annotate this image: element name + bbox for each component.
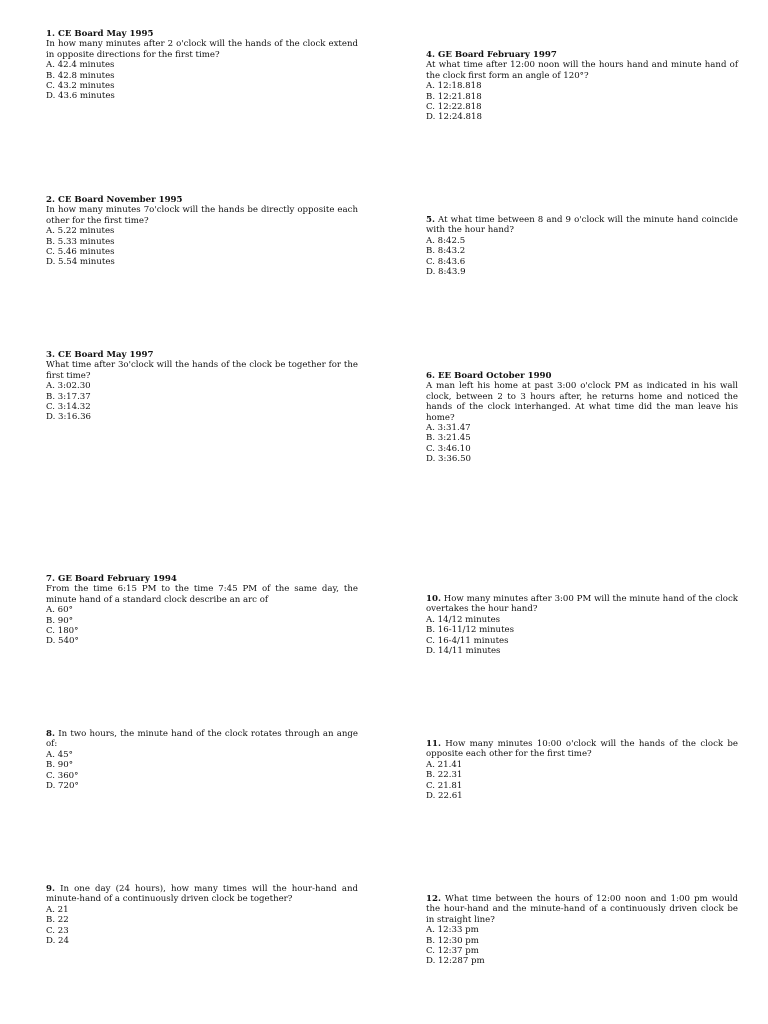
question-12-option-c: C. 12:37 pm <box>426 946 479 957</box>
question-8 <box>46 729 358 791</box>
question-6-option-a: A. 3:31.47 <box>426 423 471 434</box>
question-2-option-d: D. 5.54 minutes <box>46 257 115 268</box>
question-12-text: 12. What time between the hours of 12:00 noon and 1:00 pm would the hour-hand and the minute-hand of a continuously driven clock be in straight line? <box>426 894 739 925</box>
question-10-text: 10. How many minutes after 3:00 PM will the minute hand of the clock overtakes the hour hand? <box>426 594 738 615</box>
question-8-option-a: A. 45° <box>46 749 73 760</box>
question-2-option-b: B. 5.33 minutes <box>46 236 115 247</box>
question-9-option-c: C. 23 <box>46 925 69 936</box>
question-11-option-a: A. 21.41 <box>426 759 463 770</box>
question-3-option-c: C. 3:14.32 <box>46 402 91 413</box>
question-6-option-d: D. 3:36.50 <box>426 454 472 465</box>
question-10 <box>426 594 738 656</box>
question-1-option-a: A. 42.4 minutes <box>46 60 115 71</box>
question-9 <box>46 884 358 946</box>
question-2-text: In how many minutes 7o'clock will the hands be directly opposite each other for the first time? <box>46 205 358 226</box>
question-3-option-d: D. 3:16.36 <box>46 412 92 423</box>
question-12 <box>426 894 738 967</box>
question-6-option-b: B. 3:21.45 <box>426 433 471 444</box>
question-7-option-a: A. 60° <box>46 605 73 616</box>
question-6-text: A man left his home at past 3:00 o'clock PM as indicated in his wall clock, between 2 to 3 hours after, he returns home and noticed the hands of the clock interhanged. At what time did the man leave his home? <box>426 381 738 423</box>
question-10-option-a: A. 14/12 minutes <box>426 614 501 625</box>
question-8-text: 8. In two hours, the minute hand of the clock rotates through an ange of: <box>46 729 358 750</box>
question-11-text: 11. How many minutes 10:00 o'clock will the hands of the clock be opposite each other for the first time? <box>426 739 739 760</box>
question-5-option-b: B. 8:43.2 <box>426 246 466 257</box>
question-3-header: 3. CE Board May 1997 <box>46 350 154 360</box>
question-5-number: 5. <box>426 215 435 225</box>
question-5-text: 5. At what time between 8 and 9 o'clock will the minute hand coincide with the hour hand? <box>426 215 738 236</box>
question-6-header: 6. EE Board October 1990 <box>426 371 552 381</box>
question-1-option-b: B. 42.8 minutes <box>46 70 115 81</box>
question-7 <box>46 574 358 647</box>
question-4-text: At what time after 12:00 noon will the hours hand and minute hand of the clock first form an angle of 120°? <box>426 60 738 81</box>
question-8-option-c: C. 360° <box>46 770 79 781</box>
question-8-option-d: D. 720° <box>46 781 79 792</box>
question-9-option-a: A. 21 <box>46 904 69 915</box>
question-9-number: 9. <box>46 884 55 894</box>
question-3 <box>46 350 358 423</box>
question-11-number: 11. <box>426 739 441 749</box>
question-3-option-b: B. 3:17.37 <box>46 391 91 402</box>
question-1-header: 1. CE Board May 1995 <box>46 29 154 39</box>
question-4-option-b: B. 12:21.818 <box>426 91 482 102</box>
question-1-option-c: C. 43.2 minutes <box>46 81 115 92</box>
question-7-option-b: B. 90° <box>46 615 74 626</box>
question-2-header: 2. CE Board November 1995 <box>46 195 183 205</box>
question-9-option-b: B. 22 <box>46 915 69 926</box>
question-1-option-d: D. 43.6 minutes <box>46 91 115 102</box>
question-4-header: 4. GE Board February 1997 <box>426 50 557 60</box>
question-11-option-d: D. 22.61 <box>426 791 463 802</box>
question-5-option-a: A. 8:42.5 <box>426 235 466 246</box>
question-10-option-b: B. 16-11/12 minutes <box>426 625 515 636</box>
question-7-option-d: D. 540° <box>46 636 79 647</box>
question-4 <box>426 50 738 123</box>
question-9-text: 9. In one day (24 hours), how many times will the hour-hand and minute-hand of a continuously driven clock be together? <box>46 884 358 905</box>
question-8-option-b: B. 90° <box>46 760 74 771</box>
question-12-option-b: B. 12:30 pm <box>426 935 479 946</box>
question-4-option-d: D. 12:24.818 <box>426 112 482 123</box>
question-4-option-c: C. 12:22.818 <box>426 102 482 113</box>
question-5 <box>426 215 738 277</box>
question-10-option-d: D. 14/11 minutes <box>426 646 501 657</box>
question-3-text: What time after 3o'clock will the hands of the clock be together for the first time? <box>46 360 358 381</box>
question-2-option-c: C. 5.46 minutes <box>46 247 115 258</box>
question-2-option-a: A. 5.22 minutes <box>46 226 115 237</box>
question-11-option-c: C. 21.81 <box>426 780 463 791</box>
question-6 <box>426 371 738 465</box>
question-6-option-c: C. 3:46.10 <box>426 443 471 454</box>
question-11 <box>426 739 738 801</box>
question-2 <box>46 195 358 268</box>
question-10-number: 10. <box>426 594 441 604</box>
question-12-option-a: A. 12:33 pm <box>426 925 479 936</box>
question-7-option-c: C. 180° <box>46 626 79 637</box>
question-7-header: 7. GE Board February 1994 <box>46 574 177 584</box>
question-1-text: In how many minutes after 2 o'clock will the hands of the clock extend in opposite directions for the first time? <box>46 39 358 60</box>
question-12-option-d: D. 12:287 pm <box>426 956 485 967</box>
question-5-option-c: C. 8:43.6 <box>426 256 466 267</box>
question-12-number: 12. <box>426 894 441 904</box>
question-3-option-a: A. 3:02.30 <box>46 381 91 392</box>
question-8-number: 8. <box>46 729 55 739</box>
question-10-option-c: C. 16-4/11 minutes <box>426 635 509 646</box>
question-7-text: From the time 6:15 PM to the time 7:45 PM of the same day, the minute hand of a standard clock describe an arc of <box>46 584 358 605</box>
question-5-option-d: D. 8:43.9 <box>426 267 466 278</box>
question-1 <box>46 29 358 102</box>
question-4-option-a: A. 12:18.818 <box>426 81 482 92</box>
question-9-option-d: D. 24 <box>46 936 69 947</box>
question-11-option-b: B. 22.31 <box>426 770 463 781</box>
